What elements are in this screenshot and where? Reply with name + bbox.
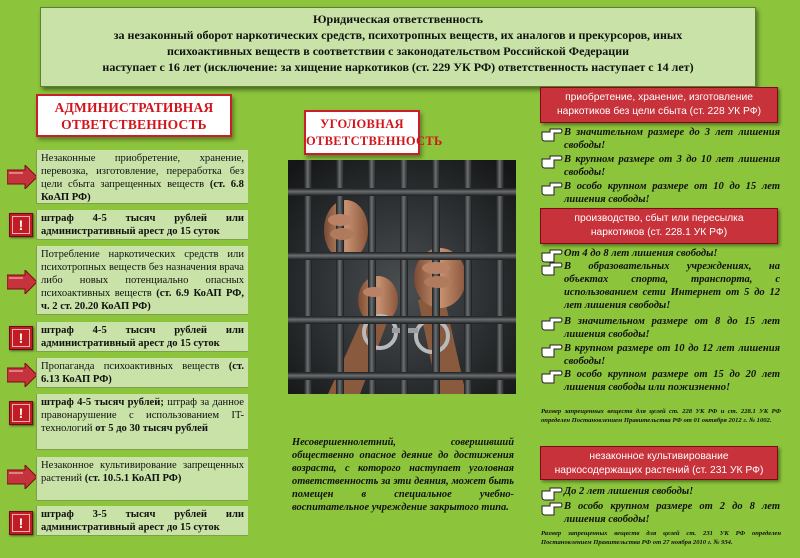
section-231-note: Размер запрещенных веществ для целей ст. 231 УК РФ определен Постановлением Правительства РФ от 27 ноября 2010 г. № 934. (541, 530, 781, 546)
admin-item-1-text: Незаконные приобретение, хранение, перевозка, изготовление, переработка без цели сбыта запрещенных веществ (41, 153, 244, 190)
admin-item-1-article: (ст. 6.8 КоАП РФ) (41, 179, 244, 203)
admin-item-2 (36, 210, 248, 240)
section-228-item-2: В крупном размере от 3 до 10 лет лишения свободы! (564, 154, 780, 178)
header-line-1: Юридическая ответственность (313, 12, 483, 26)
admin-title (36, 94, 232, 137)
pointing-hand-icon (541, 182, 563, 196)
admin-item-6-penalty-it: от 5 до 30 тысяч рублей (95, 423, 208, 434)
admin-title-line-2: ОТВЕТСТВЕННОСТЬ (61, 117, 207, 132)
arrow-right-icon (7, 165, 37, 189)
admin-item-8 (36, 506, 248, 536)
admin-item-1 (36, 150, 248, 204)
section-228-item-1: В значительном размере до 3 лет лишения свободы! (564, 127, 780, 151)
section-228-1-header: производство, сбыт или пересылка наркотиков (ст. 228.1 УК РФ) (540, 208, 778, 244)
admin-item-3 (36, 246, 248, 315)
pointing-hand-icon (541, 502, 563, 516)
admin-item-3-text: Потребление наркотических средств или психотропных веществ без назначения врача либо новых потенциально опасных психоактивных веществ (41, 249, 244, 299)
warning-icon: ! (9, 213, 33, 237)
header-line-3: психоактивных веществ в соответствии с законодательством Российской Федерации (166, 44, 630, 58)
pointing-hand-icon (541, 317, 563, 331)
arrow-right-icon (7, 465, 37, 489)
warning-icon: ! (9, 401, 33, 425)
pointing-hand-icon (541, 155, 563, 169)
section-231-item-2: В особо крупном размере от 2 до 8 лет лишения свободы! (564, 501, 780, 525)
admin-item-4-penalty: штраф 4-5 тысяч рублей или административный арест до 15 суток (41, 325, 244, 349)
admin-item-6-text: штраф за данное правонарушение с использованием IT-технологий (41, 397, 245, 434)
header-line-4: наступает с 16 лет (исключение: за хищение наркотиков (ст. 229 УК РФ) ответственность наступает с 14 лет) (102, 60, 694, 74)
criminal-description: Несовершеннолетний, совершивший общественно опасное деяние до достижения возраста, с которого наступает уголовная ответственность за эти деяния, может быть помещен в специальное учебно-воспитательное учреждение закрытого типа. (292, 437, 514, 513)
admin-item-6-penalty: штраф 4-5 тысяч рублей; (41, 397, 164, 408)
pointing-hand-icon (541, 262, 563, 276)
header-banner (40, 7, 756, 87)
section-228-item-3: В особо крупном размере от 10 до 15 лет лишения свободы! (564, 181, 780, 205)
section-228-1-item-1: От 4 до 8 лет лишения свободы! (564, 248, 718, 259)
pointing-hand-icon (541, 370, 563, 384)
pointing-hand-icon (541, 249, 563, 263)
admin-item-7-text: Незаконное культивирование запрещенных растений (41, 460, 244, 484)
admin-item-2-penalty: штраф 4-5 тысяч рублей или административный арест до 15 суток (41, 213, 244, 237)
admin-item-7 (36, 457, 248, 501)
admin-item-5 (36, 358, 248, 388)
warning-icon: ! (9, 326, 33, 350)
criminal-title (304, 110, 443, 155)
pointing-hand-icon (541, 487, 563, 501)
admin-item-4 (36, 322, 248, 352)
arrow-right-icon (7, 270, 37, 294)
admin-title-line-1: АДМИНИСТРАТИВНАЯ (54, 100, 214, 115)
section-228-1-item-5: В особо крупном размере от 15 до 20 лет лишения свободы или пожизненно! (564, 369, 780, 393)
section-228-1-item-2: В образовательных учреждениях, на объектах спорта, транспорта, с использованием сети Интернет от 5 до 12 лет лишения свободы! (564, 261, 780, 311)
section-228-1-item-3: В значительном размере от 8 до 15 лет лишения свободы! (564, 316, 780, 340)
prison-bars-image (288, 160, 516, 394)
admin-item-5-article: (ст. 6.13 КоАП РФ) (41, 361, 244, 385)
section-231-item-1: До 2 лет лишения свободы! (564, 486, 694, 497)
pointing-hand-icon (541, 128, 563, 142)
admin-item-7-article: (ст. 10.5.1 КоАП РФ) (84, 473, 182, 484)
admin-item-5-text: Пропаганда психоактивных веществ (41, 361, 220, 372)
section-228-1-note: Размер запрещенных веществ для целей ст. 228 УК РФ и ст. 228.1 УК РФ определен Постановлением Правительства РФ от 01 октября 2012 г. № 1002. (541, 408, 781, 424)
warning-icon: ! (9, 511, 33, 535)
pointing-hand-icon (541, 344, 563, 358)
arrow-right-icon (7, 363, 37, 387)
admin-item-3-article: (ст. 6.9 КоАП РФ, ч. 2 ст. 20.20 КоАП РФ) (41, 288, 244, 312)
admin-item-6 (36, 394, 248, 450)
admin-item-8-penalty: штраф 3-5 тысяч рублей или административный арест до 15 суток (41, 509, 244, 533)
section-231-header: незаконное культивирование наркосодержащих растений (ст. 231 УК РФ) (540, 446, 778, 480)
header-line-2: за незаконный оборот наркотических средств, психотропных веществ, их аналогов и прекурсоров, иных (113, 28, 683, 42)
section-228-1-item-4: В крупном размере от 10 до 12 лет лишения свободы! (564, 343, 780, 367)
section-228-header: приобретение, хранение, изготовление наркотиков без цели сбыта (ст. 228 УК РФ) (540, 87, 778, 123)
criminal-title-line-1: УГОЛОВНАЯ (320, 117, 404, 131)
criminal-title-line-2: ОТВЕТСТВЕННОСТЬ (306, 134, 443, 148)
